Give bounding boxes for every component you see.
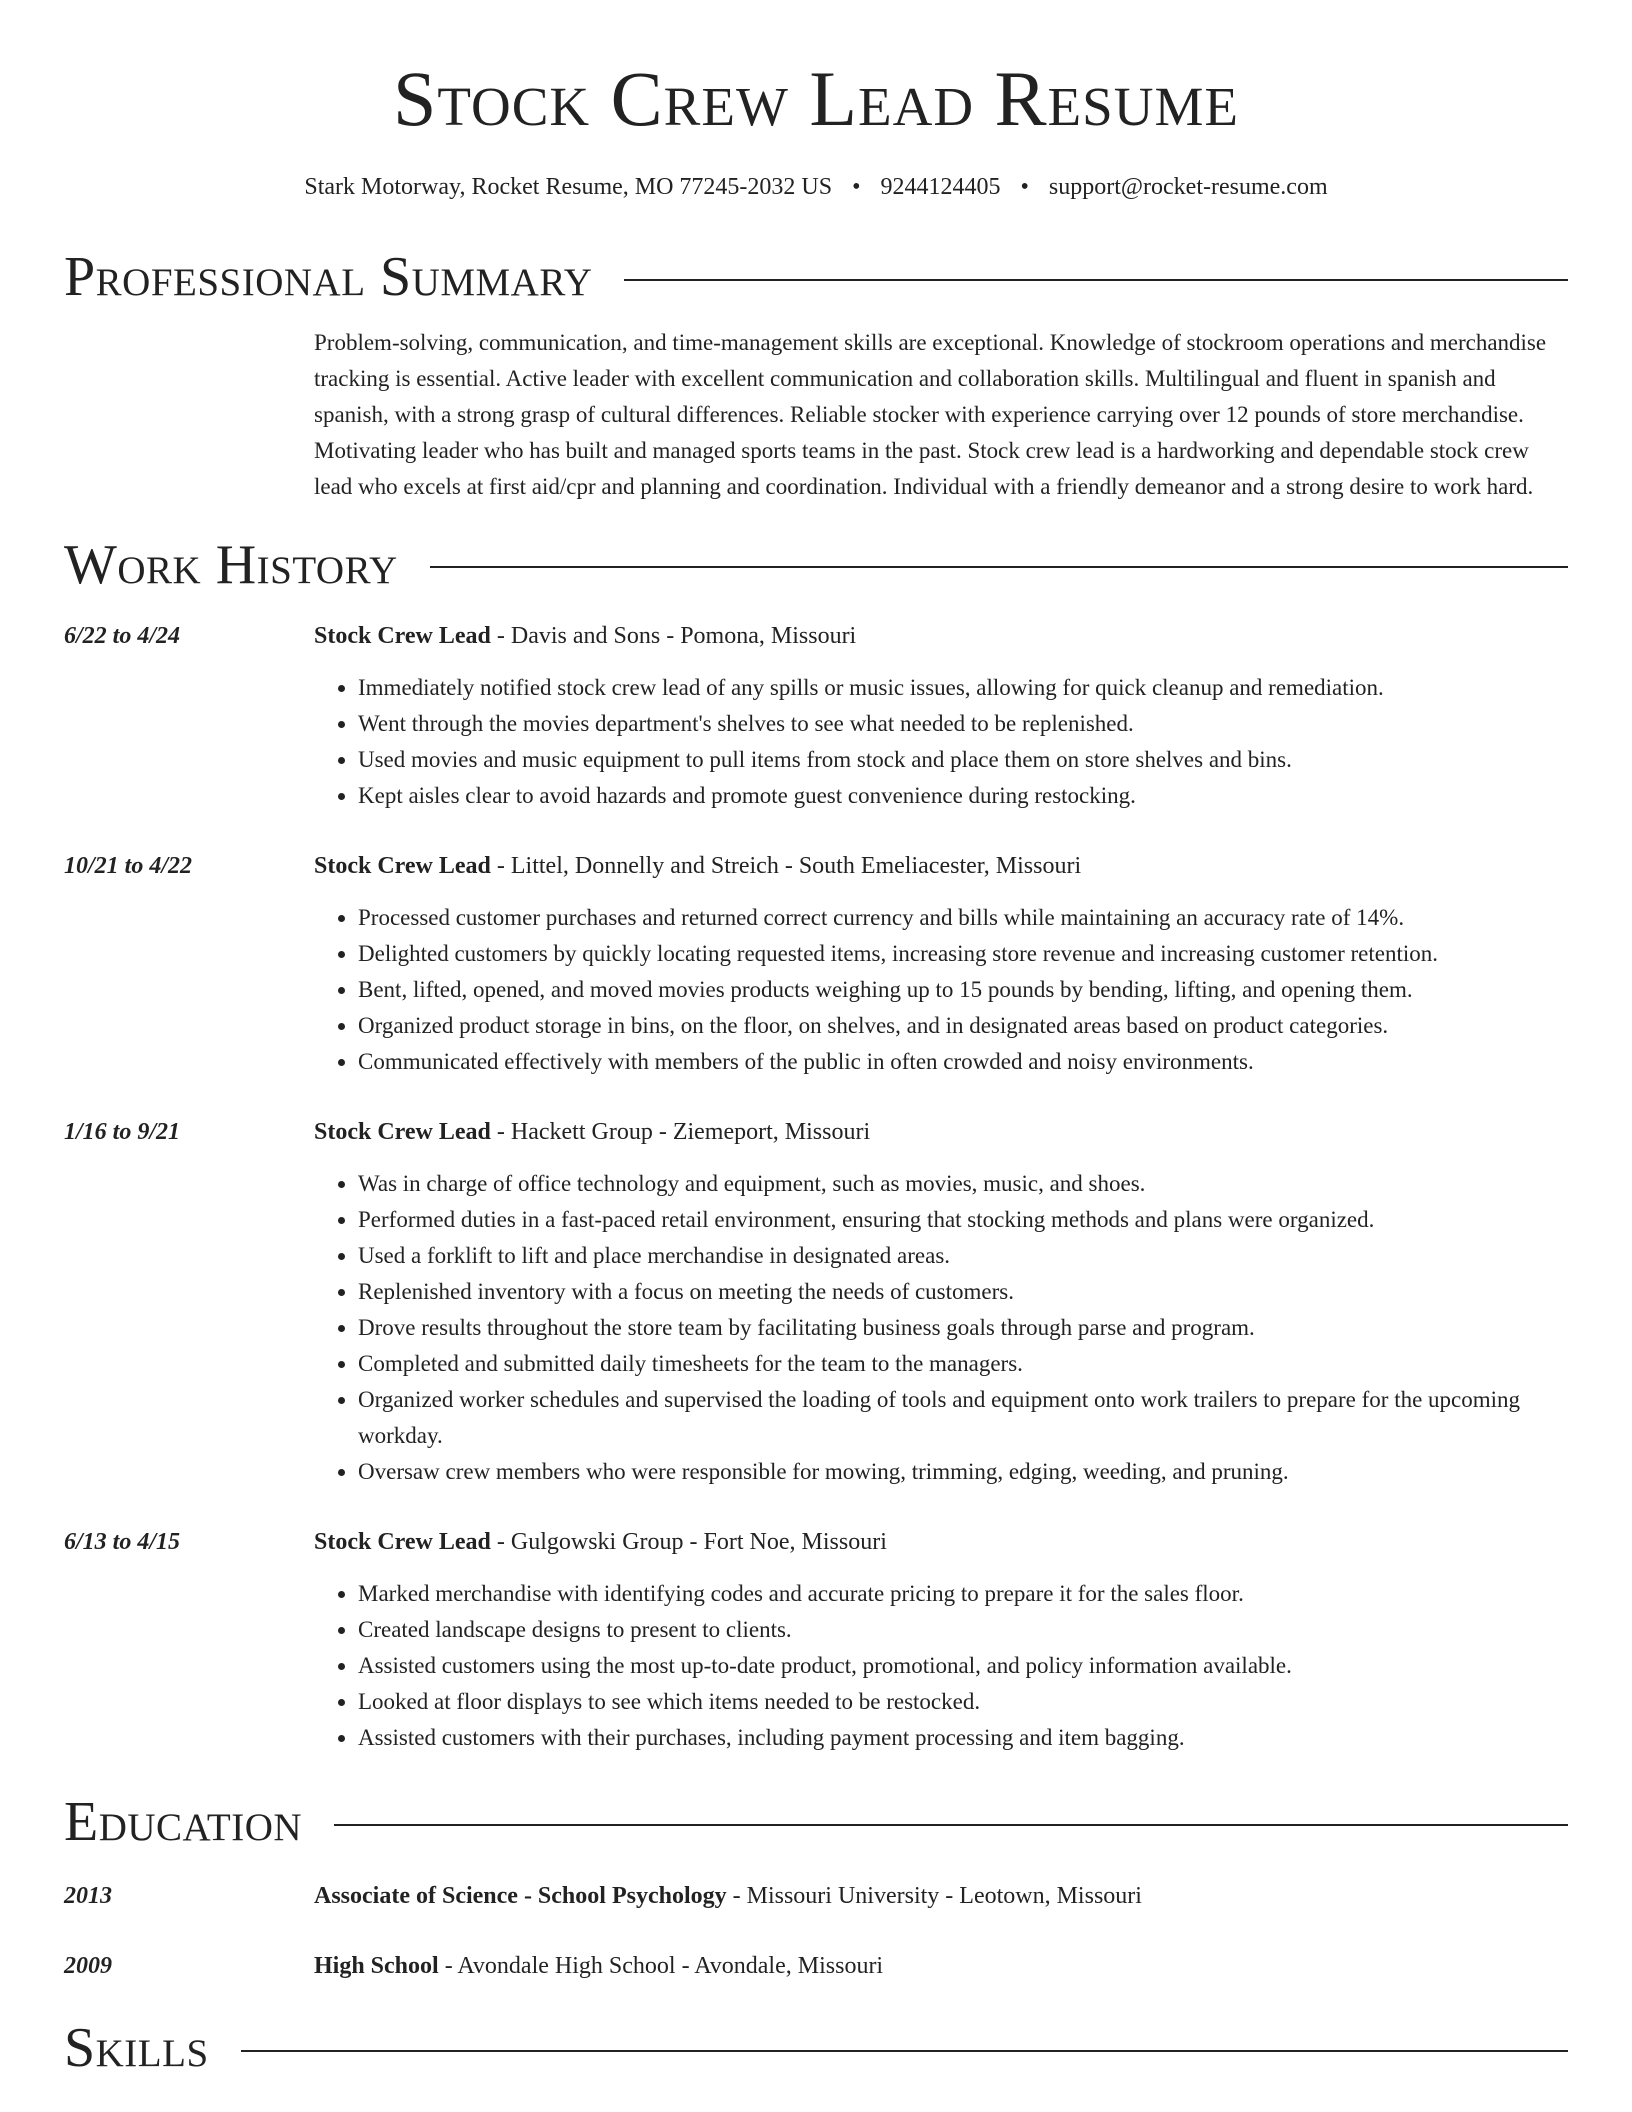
job-employer: - Littel, Donnelly and Streich - South Emeliacester, Missouri (490, 853, 1082, 880)
job-content (314, 1524, 1568, 1756)
summary-row (64, 309, 1568, 505)
section-summary-header (64, 247, 1568, 309)
job-title: Stock Crew Lead (314, 1529, 491, 1556)
education-content (314, 1878, 1568, 1914)
contact-email: support@rocket-resume.com (1048, 173, 1328, 200)
job-title: Stock Crew Lead (314, 853, 491, 880)
job-row (64, 618, 1568, 814)
job-entry (64, 1524, 1568, 1756)
job-dates: 6/13 to 4/15 (64, 1529, 181, 1556)
education-year: 2013 (64, 1882, 112, 1909)
section-education-header (64, 1792, 1568, 1854)
job-bullet: • Looked at floor displays to see which items needed to be restocked. (358, 1684, 1568, 1720)
job-bullet-list (314, 900, 1568, 1080)
resume-title: Stock Crew Lead Resume (393, 55, 1239, 142)
education-school: - Missouri University - Leotown, Missouri (726, 1882, 1142, 1909)
education-content (314, 1948, 1568, 1984)
section-rule (334, 1824, 1568, 1826)
contact-phone: 9244124405 (880, 173, 1001, 200)
job-content (314, 1114, 1568, 1490)
job-bullet-list (314, 1576, 1568, 1756)
contact-address: Stark Motorway, Rocket Resume, MO 77245-2032 US (304, 173, 833, 200)
education-degree: High School (314, 1952, 439, 1979)
job-row (64, 1524, 1568, 1756)
education-list (64, 1878, 1568, 1984)
job-bullet: • Immediately notified stock crew lead of any spills or music issues, allowing for quick cleanup and remediation. (358, 670, 1568, 706)
job-content (314, 848, 1568, 1080)
job-title: Stock Crew Lead (314, 623, 491, 650)
job-bullet: • Drove results throughout the store team by facilitating business goals through parse and program. (358, 1310, 1568, 1346)
section-rule (241, 2050, 1568, 2052)
job-employer: - Davis and Sons - Pomona, Missouri (490, 623, 857, 650)
section-heading-work: Work History (64, 533, 398, 596)
job-row (64, 848, 1568, 1080)
section-rule (430, 566, 1568, 568)
job-title: Stock Crew Lead (314, 1119, 491, 1146)
job-bullet: • Replenished inventory with a focus on meeting the needs of customers. (358, 1274, 1568, 1310)
section-heading-skills: Skills (64, 2016, 209, 2079)
job-dates: 10/21 to 4/22 (64, 853, 193, 880)
job-bullet: • Processed customer purchases and returned correct currency and bills while maintaining an accuracy rate of 14%. (358, 900, 1568, 936)
job-bullet: • Marked merchandise with identifying codes and accurate pricing to prepare it for the sales floor. (358, 1576, 1568, 1612)
contact-separator: • (1020, 173, 1029, 200)
job-bullet: • Oversaw crew members who were responsible for mowing, trimming, edging, weeding, and pruning. (358, 1454, 1568, 1490)
education-entry (64, 1948, 1568, 1984)
section-skills-header (64, 2018, 1568, 2080)
job-dates: 6/22 to 4/24 (64, 623, 181, 650)
job-bullet: • Delighted customers by quickly locating requested items, increasing store revenue and increasing customer retention. (358, 936, 1568, 972)
job-entry (64, 848, 1568, 1080)
job-bullet: • Completed and submitted daily timesheets for the team to the managers. (358, 1346, 1568, 1382)
job-header (314, 618, 1568, 654)
job-content (314, 618, 1568, 814)
job-bullet: • Organized product storage in bins, on the floor, on shelves, and in designated areas based on product categories. (358, 1008, 1568, 1044)
education-degree: Associate of Science - School Psychology (314, 1882, 727, 1909)
job-entry (64, 618, 1568, 814)
education-school: - Avondale High School - Avondale, Missouri (438, 1952, 884, 1979)
job-bullet: • Went through the movies department's shelves to see what needed to be replenished. (358, 706, 1568, 742)
job-bullet: • Used a forklift to lift and place merchandise in designated areas. (358, 1238, 1568, 1274)
section-heading-education: Education (64, 1791, 303, 1854)
job-bullet: • Performed duties in a fast-paced retail environment, ensuring that stocking methods and plans were organized. (358, 1202, 1568, 1238)
summary-text: Problem-solving, communication, and time-management skills are exceptional. Knowledge of stockroom operations and merchandise tracking is essential. Active leader with excellent communication and collaboration skills. Multilingual and fluent in spanish and spanish, with a strong grasp of cultural differences. Reliable stocker with experience carrying over 12 pounds of store merchandise. Motivating leader who has built and managed sports teams in the past. Stock crew lead is a hardworking and dependable stock crew lead who excels at first aid/cpr and planning and coordination. Individual with a friendly demeanor and a strong desire to work hard. (314, 329, 1547, 499)
job-bullet: • Organized worker schedules and supervised the loading of tools and equipment onto work trailers to prepare for the upcoming workday. (358, 1382, 1568, 1454)
section-work-header (64, 535, 1568, 597)
contact-line (64, 172, 1568, 203)
job-bullet: • Was in charge of office technology and equipment, such as movies, music, and shoes. (358, 1166, 1568, 1202)
job-employer: - Hackett Group - Ziemeport, Missouri (490, 1119, 871, 1146)
job-row (64, 1114, 1568, 1490)
job-bullet-list (314, 1166, 1568, 1490)
job-bullet: • Bent, lifted, opened, and moved movies products weighing up to 15 pounds by bending, lifting, and opening them. (358, 972, 1568, 1008)
section-rule (624, 279, 1568, 281)
job-entry (64, 1114, 1568, 1490)
section-heading-summary: Professional Summary (64, 245, 593, 308)
job-bullet-list (314, 670, 1568, 814)
job-bullet: • Communicated effectively with members of the public in often crowded and noisy environments. (358, 1044, 1568, 1080)
job-header (314, 1114, 1568, 1150)
work-history-list (64, 618, 1568, 1756)
job-bullet: • Kept aisles clear to avoid hazards and promote guest convenience during restocking. (358, 778, 1568, 814)
job-employer: - Gulgowski Group - Fort Noe, Missouri (490, 1529, 887, 1556)
job-dates: 1/16 to 9/21 (64, 1119, 181, 1146)
job-header (314, 1524, 1568, 1560)
job-bullet: • Assisted customers with their purchases, including payment processing and item bagging. (358, 1720, 1568, 1756)
education-year: 2009 (64, 1952, 112, 1979)
job-bullet: • Assisted customers using the most up-to-date product, promotional, and policy information available. (358, 1648, 1568, 1684)
education-entry (64, 1878, 1568, 1914)
contact-separator: • (852, 173, 861, 200)
job-bullet: • Created landscape designs to present to clients. (358, 1612, 1568, 1648)
job-bullet: • Used movies and music equipment to pull items from stock and place them on store shelves and bins. (358, 742, 1568, 778)
job-header (314, 848, 1568, 884)
